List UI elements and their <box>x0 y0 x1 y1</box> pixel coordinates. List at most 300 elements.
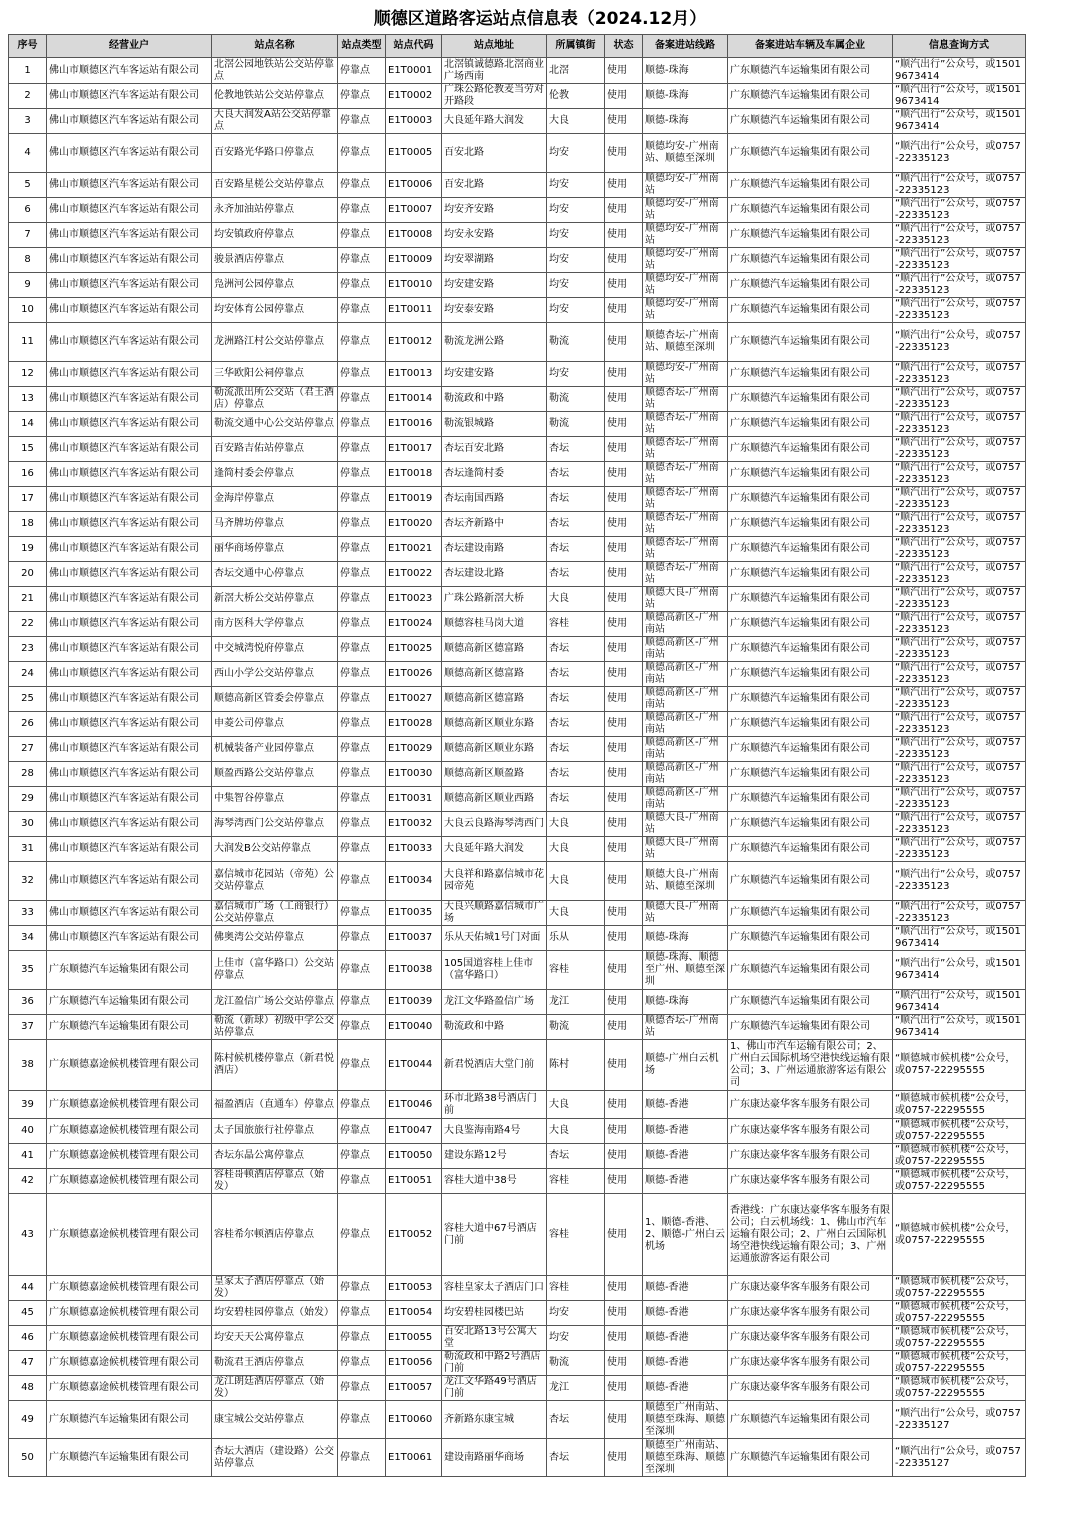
cell-route: 顺德大良-广州南站 <box>643 901 728 926</box>
cell-route: 顺德高新区-广州南站 <box>643 712 728 737</box>
cell-station-type: 停靠点 <box>338 512 386 537</box>
cell-station-code: E1T0026 <box>386 662 442 687</box>
table-row <box>9 387 1026 412</box>
cell-station-address: 勒流政和中路 <box>442 1015 547 1040</box>
cell-town: 大良 <box>547 109 605 134</box>
cell-status: 使用 <box>605 387 643 412</box>
cell-station-name: 均安镇政府停靠点 <box>212 223 338 248</box>
cell-route: 顺德杏坛-广州南站 <box>643 537 728 562</box>
column-header-station-name: 站点名称 <box>212 35 338 58</box>
cell-station-name: 龙洲路江村公交站停靠点 <box>212 323 338 362</box>
cell-vehicle-company: 广东顺德汽车运输集团有限公司 <box>728 323 893 362</box>
column-header-town: 所属镇街 <box>547 35 605 58</box>
table-row <box>9 1376 1026 1401</box>
cell-town: 大良 <box>547 1091 605 1119</box>
cell-vehicle-company: 广东顺德汽车运输集团有限公司 <box>728 84 893 109</box>
cell-vehicle-company: 广东顺德汽车运输集团有限公司 <box>728 387 893 412</box>
cell-station-address: 广珠公路新滘大桥 <box>442 587 547 612</box>
cell-operator: 佛山市顺德区汽车客运站有限公司 <box>47 637 212 662</box>
cell-seq: 18 <box>9 512 47 537</box>
cell-station-name: 百安路光华路口停靠点 <box>212 134 338 173</box>
cell-operator: 广东顺德汽车运输集团有限公司 <box>47 1439 212 1477</box>
cell-station-type: 停靠点 <box>338 637 386 662</box>
header-row <box>9 35 1026 58</box>
cell-station-address: 勒流政和中路2号酒店门前 <box>442 1351 547 1376</box>
cell-station-name: 勒流交通中心公交站停靠点 <box>212 412 338 437</box>
cell-seq: 39 <box>9 1091 47 1119</box>
cell-station-type: 停靠点 <box>338 1326 386 1351</box>
cell-station-name: 福盈酒店（直通车）停靠点 <box>212 1091 338 1119</box>
cell-status: 使用 <box>605 762 643 787</box>
cell-seq: 30 <box>9 812 47 837</box>
cell-info-query: “顺汽出行”公众号，或0757-22335123 <box>893 737 1026 762</box>
cell-operator: 佛山市顺德区汽车客运站有限公司 <box>47 712 212 737</box>
cell-station-address: 广珠公路伦教麦当劳对开路段 <box>442 84 547 109</box>
cell-town: 杏坛 <box>547 512 605 537</box>
cell-info-query: “顺汽出行”公众号，或0757-22335123 <box>893 901 1026 926</box>
cell-station-name: 南方医科大学停靠点 <box>212 612 338 637</box>
cell-seq: 33 <box>9 901 47 926</box>
cell-station-name: 嘉信城市花园站（帝苑）公交站停靠点 <box>212 862 338 901</box>
cell-route: 顺德高新区-广州南站 <box>643 637 728 662</box>
cell-station-type: 停靠点 <box>338 84 386 109</box>
cell-station-code: E1T0039 <box>386 990 442 1015</box>
cell-station-name: 勒流派出所公交站（君王酒店）停靠点 <box>212 387 338 412</box>
cell-station-name: 凫洲河公园停靠点 <box>212 273 338 298</box>
cell-route: 顺德至广州南站、顺德至珠海、顺德至深圳 <box>643 1439 728 1477</box>
cell-vehicle-company: 广东顺德汽车运输集团有限公司 <box>728 587 893 612</box>
cell-status: 使用 <box>605 1194 643 1276</box>
cell-info-query: “顺汽出行”公众号，或0757-22335123 <box>893 198 1026 223</box>
cell-station-address: 大良延年路大润发 <box>442 837 547 862</box>
cell-station-name: 大润发B公交站停靠点 <box>212 837 338 862</box>
cell-route: 顺德均安-广州南站 <box>643 298 728 323</box>
cell-vehicle-company: 广东顺德汽车运输集团有限公司 <box>728 173 893 198</box>
cell-station-name: 新滘大桥公交站停靠点 <box>212 587 338 612</box>
cell-station-type: 停靠点 <box>338 273 386 298</box>
cell-status: 使用 <box>605 1439 643 1477</box>
cell-status: 使用 <box>605 837 643 862</box>
cell-route: 顺德-香港 <box>643 1169 728 1194</box>
cell-town: 龙江 <box>547 990 605 1015</box>
table-row <box>9 1326 1026 1351</box>
cell-station-address: 建设东路12号 <box>442 1144 547 1169</box>
cell-vehicle-company: 广东顺德汽车运输集团有限公司 <box>728 737 893 762</box>
cell-route: 顺德高新区-广州南站 <box>643 762 728 787</box>
cell-info-query: “顺汽出行”公众号，或0757-22335123 <box>893 462 1026 487</box>
table-row <box>9 712 1026 737</box>
cell-status: 使用 <box>605 926 643 951</box>
cell-station-code: E1T0019 <box>386 487 442 512</box>
column-header-seq: 序号 <box>9 35 47 58</box>
cell-vehicle-company: 广东顺德汽车运输集团有限公司 <box>728 837 893 862</box>
cell-town: 大良 <box>547 837 605 862</box>
cell-station-type: 停靠点 <box>338 837 386 862</box>
cell-operator: 广东顺德汽车运输集团有限公司 <box>47 1401 212 1439</box>
cell-operator: 佛山市顺德区汽车客运站有限公司 <box>47 812 212 837</box>
column-header-status: 状态 <box>605 35 643 58</box>
cell-station-code: E1T0009 <box>386 248 442 273</box>
cell-station-type: 停靠点 <box>338 612 386 637</box>
cell-operator: 佛山市顺德区汽车客运站有限公司 <box>47 537 212 562</box>
cell-route: 顺德均安-广州南站 <box>643 173 728 198</box>
cell-station-name: 伦教地铁站公交站停靠点 <box>212 84 338 109</box>
cell-operator: 佛山市顺德区汽车客运站有限公司 <box>47 387 212 412</box>
cell-info-query: “顺汽出行”公众号，或0757-22335123 <box>893 298 1026 323</box>
table-row <box>9 412 1026 437</box>
cell-station-code: E1T0050 <box>386 1144 442 1169</box>
cell-route: 顺德杏坛-广州南站 <box>643 437 728 462</box>
cell-station-code: E1T0020 <box>386 512 442 537</box>
cell-vehicle-company: 广东顺德汽车运输集团有限公司 <box>728 787 893 812</box>
cell-route: 顺德-广州白云机场 <box>643 1040 728 1091</box>
cell-status: 使用 <box>605 1015 643 1040</box>
cell-seq: 24 <box>9 662 47 687</box>
table-row <box>9 1301 1026 1326</box>
cell-station-code: E1T0003 <box>386 109 442 134</box>
cell-seq: 3 <box>9 109 47 134</box>
cell-vehicle-company: 广东顺德汽车运输集团有限公司 <box>728 58 893 84</box>
page-title: 顺德区道路客运站点信息表（2024.12月） <box>373 9 707 29</box>
cell-station-address: 均安永安路 <box>442 223 547 248</box>
cell-town: 均安 <box>547 173 605 198</box>
cell-seq: 43 <box>9 1194 47 1276</box>
cell-station-type: 停靠点 <box>338 173 386 198</box>
cell-station-code: E1T0038 <box>386 951 442 990</box>
cell-vehicle-company: 广东顺德汽车运输集团有限公司 <box>728 462 893 487</box>
cell-route: 顺德大良-广州南站 <box>643 837 728 862</box>
cell-station-name: 龙江盈信广场公交站停靠点 <box>212 990 338 1015</box>
cell-station-code: E1T0011 <box>386 298 442 323</box>
table-row <box>9 637 1026 662</box>
cell-station-name: 容桂哥顿酒店停靠点（始发） <box>212 1169 338 1194</box>
cell-seq: 49 <box>9 1401 47 1439</box>
cell-seq: 48 <box>9 1376 47 1401</box>
cell-town: 杏坛 <box>547 1439 605 1477</box>
cell-station-type: 停靠点 <box>338 1119 386 1144</box>
cell-operator: 佛山市顺德区汽车客运站有限公司 <box>47 901 212 926</box>
cell-station-type: 停靠点 <box>338 1376 386 1401</box>
cell-town: 大良 <box>547 901 605 926</box>
table-row <box>9 687 1026 712</box>
cell-station-code: E1T0044 <box>386 1040 442 1091</box>
cell-station-type: 停靠点 <box>338 687 386 712</box>
cell-status: 使用 <box>605 1276 643 1301</box>
cell-station-type: 停靠点 <box>338 298 386 323</box>
cell-station-address: 顺德高新区顺业东路 <box>442 737 547 762</box>
column-header-vehicle-company: 备案进站车辆及车属企业 <box>728 35 893 58</box>
cell-status: 使用 <box>605 862 643 901</box>
cell-info-query: “顺汽出行”公众号，或0757-22335123 <box>893 362 1026 387</box>
cell-station-code: E1T0056 <box>386 1351 442 1376</box>
cell-station-name: 申菱公司停靠点 <box>212 712 338 737</box>
cell-status: 使用 <box>605 562 643 587</box>
cell-vehicle-company: 广东康达豪华客车服务有限公司 <box>728 1376 893 1401</box>
cell-station-address: 勒流龙洲公路 <box>442 323 547 362</box>
cell-seq: 14 <box>9 412 47 437</box>
cell-seq: 25 <box>9 687 47 712</box>
column-header-station-code: 站点代码 <box>386 35 442 58</box>
cell-town: 勒流 <box>547 1015 605 1040</box>
cell-info-query: “顺汽出行”公众号，或0757-22335123 <box>893 248 1026 273</box>
table-row <box>9 134 1026 173</box>
cell-seq: 8 <box>9 248 47 273</box>
cell-town: 杏坛 <box>547 537 605 562</box>
table-row <box>9 1194 1026 1276</box>
cell-town: 杏坛 <box>547 1144 605 1169</box>
cell-station-name: 嘉信城市广场（工商银行）公交站停靠点 <box>212 901 338 926</box>
cell-station-code: E1T0040 <box>386 1015 442 1040</box>
cell-route: 顺德大良-广州南站 <box>643 587 728 612</box>
cell-town: 杏坛 <box>547 762 605 787</box>
cell-seq: 45 <box>9 1301 47 1326</box>
cell-station-type: 停靠点 <box>338 134 386 173</box>
cell-station-address: 杏坛齐新路中 <box>442 512 547 537</box>
cell-info-query: “顺汽出行”公众号，或0757-22335123 <box>893 762 1026 787</box>
cell-station-name: 顺盈西路公交站停靠点 <box>212 762 338 787</box>
cell-status: 使用 <box>605 273 643 298</box>
cell-vehicle-company: 广东康达豪华客车服务有限公司 <box>728 1276 893 1301</box>
cell-seq: 4 <box>9 134 47 173</box>
cell-operator: 广东顺德嘉途候机楼管理有限公司 <box>47 1326 212 1351</box>
cell-station-code: E1T0035 <box>386 901 442 926</box>
cell-operator: 佛山市顺德区汽车客运站有限公司 <box>47 862 212 901</box>
cell-route: 顺德-珠海 <box>643 58 728 84</box>
cell-station-name: 均安天天公寓停靠点 <box>212 1326 338 1351</box>
cell-station-type: 停靠点 <box>338 412 386 437</box>
cell-info-query: “顺汽出行”公众号，或0757-22335123 <box>893 562 1026 587</box>
cell-town: 勒流 <box>547 1351 605 1376</box>
cell-status: 使用 <box>605 737 643 762</box>
cell-info-query: “顺汽出行”公众号，或15019673414 <box>893 951 1026 990</box>
cell-station-address: 建设南路丽华商场 <box>442 1439 547 1477</box>
cell-station-code: E1T0013 <box>386 362 442 387</box>
cell-vehicle-company: 广东顺德汽车运输集团有限公司 <box>728 901 893 926</box>
cell-vehicle-company: 广东顺德汽车运输集团有限公司 <box>728 223 893 248</box>
cell-route: 顺德-香港 <box>643 1326 728 1351</box>
cell-town: 均安 <box>547 134 605 173</box>
table-row <box>9 562 1026 587</box>
cell-operator: 佛山市顺德区汽车客运站有限公司 <box>47 462 212 487</box>
cell-town: 大良 <box>547 587 605 612</box>
cell-station-type: 停靠点 <box>338 198 386 223</box>
cell-info-query: “顺德城市候机楼”公众号，或0757-22295555 <box>893 1169 1026 1194</box>
cell-station-code: E1T0008 <box>386 223 442 248</box>
cell-status: 使用 <box>605 1119 643 1144</box>
cell-station-address: 容桂皇家太子酒店门口 <box>442 1276 547 1301</box>
cell-status: 使用 <box>605 662 643 687</box>
cell-town: 均安 <box>547 273 605 298</box>
cell-status: 使用 <box>605 1351 643 1376</box>
cell-operator: 佛山市顺德区汽车客运站有限公司 <box>47 223 212 248</box>
cell-info-query: “顺德城市候机楼”公众号，或0757-22295555 <box>893 1376 1026 1401</box>
cell-town: 乐从 <box>547 926 605 951</box>
cell-station-type: 停靠点 <box>338 1015 386 1040</box>
cell-town: 均安 <box>547 362 605 387</box>
cell-town: 大良 <box>547 862 605 901</box>
cell-station-type: 停靠点 <box>338 662 386 687</box>
cell-station-code: E1T0052 <box>386 1194 442 1276</box>
cell-town: 均安 <box>547 248 605 273</box>
cell-vehicle-company: 广东顺德汽车运输集团有限公司 <box>728 862 893 901</box>
cell-town: 容桂 <box>547 1276 605 1301</box>
cell-station-name: 龙江朗廷酒店停靠点（始发） <box>212 1376 338 1401</box>
cell-seq: 13 <box>9 387 47 412</box>
cell-status: 使用 <box>605 58 643 84</box>
table-row <box>9 248 1026 273</box>
cell-info-query: “顺汽出行”公众号，或0757-22335123 <box>893 512 1026 537</box>
cell-station-name: 陈村候机楼停靠点（新君悦酒店） <box>212 1040 338 1091</box>
cell-station-address: 龙江文华路盈信广场 <box>442 990 547 1015</box>
cell-seq: 1 <box>9 58 47 84</box>
cell-vehicle-company: 广东康达豪华客车服务有限公司 <box>728 1169 893 1194</box>
cell-station-address: 大良兴顺路嘉信城市广场 <box>442 901 547 926</box>
cell-station-type: 停靠点 <box>338 1091 386 1119</box>
cell-station-address: 杏坛百安北路 <box>442 437 547 462</box>
cell-station-address: 大良鉴海南路4号 <box>442 1119 547 1144</box>
cell-town: 杏坛 <box>547 562 605 587</box>
cell-operator: 佛山市顺德区汽车客运站有限公司 <box>47 662 212 687</box>
cell-station-address: 均安建安路 <box>442 362 547 387</box>
table-row <box>9 951 1026 990</box>
cell-info-query: “顺汽出行”公众号，或15019673414 <box>893 990 1026 1015</box>
cell-seq: 17 <box>9 487 47 512</box>
cell-route: 顺德-珠海 <box>643 990 728 1015</box>
cell-station-address: 百安北路 <box>442 134 547 173</box>
cell-status: 使用 <box>605 812 643 837</box>
cell-vehicle-company: 广东顺德汽车运输集团有限公司 <box>728 412 893 437</box>
cell-station-type: 停靠点 <box>338 1144 386 1169</box>
cell-status: 使用 <box>605 951 643 990</box>
table-row <box>9 787 1026 812</box>
cell-station-address: 新君悦酒店大堂门前 <box>442 1040 547 1091</box>
cell-vehicle-company: 广东顺德汽车运输集团有限公司 <box>728 562 893 587</box>
cell-operator: 佛山市顺德区汽车客运站有限公司 <box>47 323 212 362</box>
cell-info-query: “顺汽出行”公众号，或15019673414 <box>893 1015 1026 1040</box>
cell-town: 均安 <box>547 223 605 248</box>
cell-operator: 佛山市顺德区汽车客运站有限公司 <box>47 134 212 173</box>
table-row <box>9 990 1026 1015</box>
cell-seq: 11 <box>9 323 47 362</box>
cell-station-address: 环市北路38号酒店门前 <box>442 1091 547 1119</box>
cell-status: 使用 <box>605 990 643 1015</box>
cell-info-query: “顺德城市候机楼”公众号，或0757-22295555 <box>893 1351 1026 1376</box>
cell-station-code: E1T0024 <box>386 612 442 637</box>
cell-seq: 6 <box>9 198 47 223</box>
cell-seq: 7 <box>9 223 47 248</box>
table-row <box>9 362 1026 387</box>
cell-info-query: “顺汽出行”公众号，或0757-22335123 <box>893 173 1026 198</box>
table-row <box>9 612 1026 637</box>
cell-seq: 21 <box>9 587 47 612</box>
cell-station-type: 停靠点 <box>338 1169 386 1194</box>
cell-station-type: 停靠点 <box>338 787 386 812</box>
cell-town: 龙江 <box>547 1376 605 1401</box>
cell-info-query: “顺汽出行”公众号，或0757-22335123 <box>893 662 1026 687</box>
cell-status: 使用 <box>605 1401 643 1439</box>
cell-town: 均安 <box>547 298 605 323</box>
cell-route: 顺德大良-广州南站 <box>643 812 728 837</box>
cell-station-name: 北滘公园地铁站公交站停靠点 <box>212 58 338 84</box>
cell-station-name: 中交城湾悦府停靠点 <box>212 637 338 662</box>
cell-operator: 佛山市顺德区汽车客运站有限公司 <box>47 837 212 862</box>
cell-seq: 20 <box>9 562 47 587</box>
cell-station-code: E1T0060 <box>386 1401 442 1439</box>
cell-operator: 佛山市顺德区汽车客运站有限公司 <box>47 198 212 223</box>
cell-vehicle-company: 广东顺德汽车运输集团有限公司 <box>728 662 893 687</box>
cell-station-type: 停靠点 <box>338 737 386 762</box>
cell-operator: 广东顺德汽车运输集团有限公司 <box>47 1015 212 1040</box>
cell-station-type: 停靠点 <box>338 248 386 273</box>
cell-town: 杏坛 <box>547 787 605 812</box>
cell-station-code: E1T0018 <box>386 462 442 487</box>
cell-station-code: E1T0014 <box>386 387 442 412</box>
cell-station-name: 永齐加油站停靠点 <box>212 198 338 223</box>
cell-operator: 广东顺德嘉途候机楼管理有限公司 <box>47 1194 212 1276</box>
cell-route: 顺德-香港 <box>643 1144 728 1169</box>
cell-route: 顺德杏坛-广州南站 <box>643 562 728 587</box>
cell-info-query: “顺德城市候机楼”公众号，或0757-22295555 <box>893 1119 1026 1144</box>
column-header-route: 备案进站线路 <box>643 35 728 58</box>
cell-station-name: 丽华商场停靠点 <box>212 537 338 562</box>
cell-station-name: 机械装备产业园停靠点 <box>212 737 338 762</box>
table-row <box>9 58 1026 84</box>
cell-status: 使用 <box>605 248 643 273</box>
cell-vehicle-company: 广东顺德汽车运输集团有限公司 <box>728 951 893 990</box>
cell-status: 使用 <box>605 462 643 487</box>
cell-station-code: E1T0005 <box>386 134 442 173</box>
cell-station-name: 西山小学公交站停靠点 <box>212 662 338 687</box>
cell-station-address: 顺德高新区顺盈路 <box>442 762 547 787</box>
cell-station-address: 大良祥和路嘉信城市花园帝苑 <box>442 862 547 901</box>
cell-station-code: E1T0055 <box>386 1326 442 1351</box>
cell-station-name: 大良大润发A站公交站停靠点 <box>212 109 338 134</box>
cell-seq: 26 <box>9 712 47 737</box>
cell-status: 使用 <box>605 637 643 662</box>
cell-route: 顺德高新区-广州南站 <box>643 687 728 712</box>
cell-route: 顺德均安-广州南站 <box>643 223 728 248</box>
cell-route: 顺德均安-广州南站 <box>643 198 728 223</box>
cell-status: 使用 <box>605 612 643 637</box>
cell-station-name: 骏景酒店停靠点 <box>212 248 338 273</box>
cell-vehicle-company: 广东顺德汽车运输集团有限公司 <box>728 134 893 173</box>
cell-operator: 佛山市顺德区汽车客运站有限公司 <box>47 687 212 712</box>
cell-station-name: 佛奥湾公交站停靠点 <box>212 926 338 951</box>
cell-operator: 佛山市顺德区汽车客运站有限公司 <box>47 762 212 787</box>
cell-station-type: 停靠点 <box>338 462 386 487</box>
cell-town: 容桂 <box>547 1169 605 1194</box>
table-row <box>9 109 1026 134</box>
cell-operator: 佛山市顺德区汽车客运站有限公司 <box>47 412 212 437</box>
cell-seq: 41 <box>9 1144 47 1169</box>
cell-status: 使用 <box>605 1040 643 1091</box>
cell-vehicle-company: 广东顺德汽车运输集团有限公司 <box>728 1015 893 1040</box>
column-header-info-query: 信息查询方式 <box>893 35 1026 58</box>
cell-station-address: 北滘镇诚德路北滘商业广场西南 <box>442 58 547 84</box>
cell-seq: 27 <box>9 737 47 762</box>
cell-status: 使用 <box>605 173 643 198</box>
cell-operator: 广东顺德嘉途候机楼管理有限公司 <box>47 1091 212 1119</box>
cell-station-address: 杏坛建设北路 <box>442 562 547 587</box>
cell-town: 杏坛 <box>547 737 605 762</box>
column-header-station-address: 站点地址 <box>442 35 547 58</box>
station-table <box>8 34 1026 1477</box>
cell-info-query: “顺汽出行”公众号，或0757-22335123 <box>893 323 1026 362</box>
cell-station-name: 百安路吉佑站停靠点 <box>212 437 338 462</box>
cell-station-code: E1T0010 <box>386 273 442 298</box>
table-row <box>9 223 1026 248</box>
cell-station-address: 勒流银城路 <box>442 412 547 437</box>
